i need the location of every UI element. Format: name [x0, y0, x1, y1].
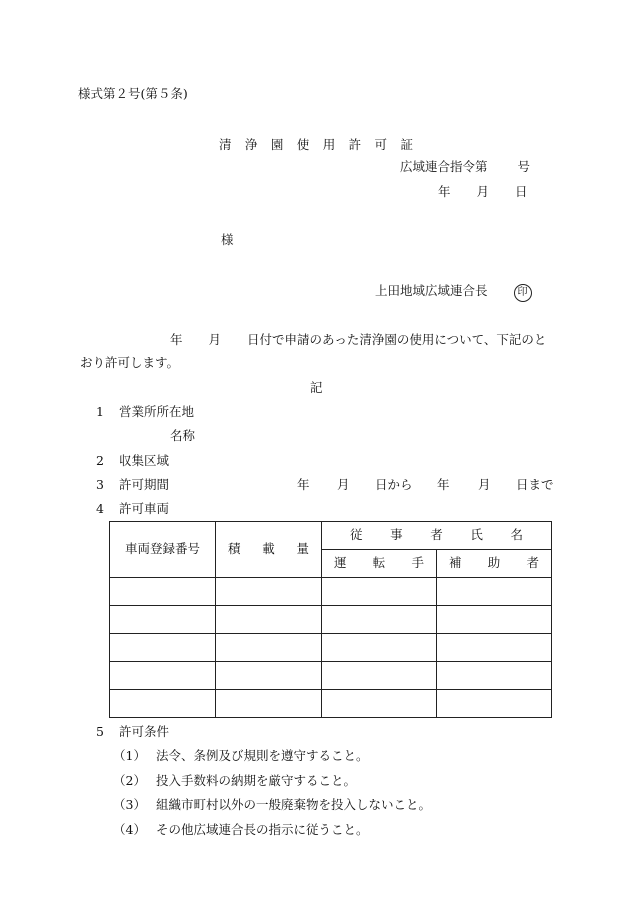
table-cell[interactable] [437, 690, 552, 718]
header-char: 者 [526, 555, 539, 571]
item-5-label: 許可条件 [119, 724, 170, 739]
header-char: 氏 [470, 527, 483, 543]
issue-number [400, 161, 530, 174]
table-cell[interactable] [216, 578, 322, 606]
table-cell[interactable] [216, 690, 322, 718]
item-2-num: 2 [96, 453, 104, 468]
period-from-day: 日から [375, 477, 413, 492]
header-char: 運 [334, 555, 347, 571]
table-cell[interactable] [110, 690, 216, 718]
header-char: 転 [372, 555, 386, 571]
period-from-month: 月 [337, 477, 350, 492]
header-char: 手 [411, 555, 424, 571]
item-3-label: 許可期間 [119, 477, 170, 492]
condition-num: （3） [113, 797, 146, 812]
issue-date [438, 186, 528, 199]
title-char: 浄 [244, 137, 258, 152]
table-cell[interactable] [322, 634, 437, 662]
col-driver-header [322, 550, 437, 578]
header-char: 者 [430, 527, 443, 543]
header-char: 載 [262, 541, 275, 557]
condition-text: 法令、条例及び規則を遵守すること。 [156, 748, 369, 763]
table-cell[interactable] [110, 578, 216, 606]
body-line-2: おり許可します。 [80, 355, 180, 370]
issuer-name: 上田地域広域連合長 [375, 283, 488, 298]
table-row [110, 662, 552, 690]
issue-number-prefix: 広域連合指令第 [400, 159, 488, 174]
body-month: 月 [208, 332, 222, 347]
table-row [110, 578, 552, 606]
condition-text: 投入手数料の納期を厳守すること。 [156, 773, 357, 788]
header-char: 量 [296, 541, 309, 557]
col-assistant-header [437, 550, 552, 578]
item-3-num: 3 [96, 477, 104, 492]
item-1-sub: 名称 [170, 428, 196, 443]
table-cell[interactable] [437, 578, 552, 606]
condition-num: （1） [113, 748, 146, 763]
period-to-year: 年 [437, 477, 450, 492]
date-year: 年 [438, 184, 451, 199]
table-cell[interactable] [216, 606, 322, 634]
date-day: 日 [515, 184, 528, 199]
table-cell[interactable] [322, 690, 437, 718]
table-cell[interactable] [216, 634, 322, 662]
table-cell[interactable] [110, 606, 216, 634]
table-cell[interactable] [322, 578, 437, 606]
table-row [110, 606, 552, 634]
vehicle-table [109, 521, 552, 718]
table-row [110, 634, 552, 662]
item-1-label: 営業所所在地 [119, 404, 195, 419]
page-title [219, 139, 413, 152]
title-char: 用 [322, 137, 336, 152]
body-year: 年 [170, 332, 183, 347]
item-5-num: 5 [96, 724, 104, 739]
title-char: 清 [219, 137, 232, 152]
header-char: 事 [390, 527, 403, 543]
body-text: 日付で申請のあった清浄園の使用について、下記のと [247, 332, 547, 347]
header-char: 積 [228, 541, 241, 557]
item-4-label: 許可車両 [119, 501, 170, 516]
table-cell[interactable] [437, 634, 552, 662]
body-line-1 [170, 334, 546, 347]
col-workers-header [322, 522, 552, 550]
table-row [110, 690, 552, 718]
col-capacity-header [216, 522, 322, 578]
table-cell[interactable] [110, 662, 216, 690]
item-2-label: 収集区域 [119, 453, 170, 468]
date-month: 月 [476, 184, 490, 199]
issuer [375, 284, 532, 302]
form-number: 様式第２号(第５条) [78, 86, 188, 101]
condition-text: その他広域連合長の指示に従うこと。 [156, 822, 369, 837]
table-cell[interactable] [437, 662, 552, 690]
period-from-year: 年 [297, 477, 310, 492]
table-cell[interactable] [216, 662, 322, 690]
condition-num: （4） [113, 822, 146, 837]
table-cell[interactable] [110, 634, 216, 662]
header-char: 助 [487, 555, 501, 571]
title-char: 使 [296, 137, 310, 152]
condition-text: 組織市町村以外の一般廃棄物を投入しないこと。 [156, 797, 432, 812]
condition-num: （2） [113, 773, 146, 788]
addressee-honorific: 様 [221, 232, 234, 247]
period-to-month: 月 [478, 477, 491, 492]
period-to-day: 日まで [516, 477, 554, 492]
ki-heading: 記 [310, 380, 323, 395]
title-char: 可 [374, 137, 388, 152]
item-4-num: 4 [96, 501, 104, 516]
header-char: 従 [350, 527, 363, 543]
seal-icon: 印 [514, 284, 532, 302]
title-char: 証 [400, 137, 413, 152]
header-char: 補 [449, 555, 462, 571]
item-1-num: 1 [96, 404, 104, 419]
table-cell[interactable] [322, 662, 437, 690]
title-char: 許 [348, 137, 362, 152]
table-cell[interactable] [437, 606, 552, 634]
table-cell[interactable] [322, 606, 437, 634]
title-char: 園 [270, 137, 284, 152]
col-registration-header: 車両登録番号 [110, 522, 216, 578]
issue-number-suffix: 号 [517, 159, 531, 174]
header-char: 名 [510, 527, 523, 543]
